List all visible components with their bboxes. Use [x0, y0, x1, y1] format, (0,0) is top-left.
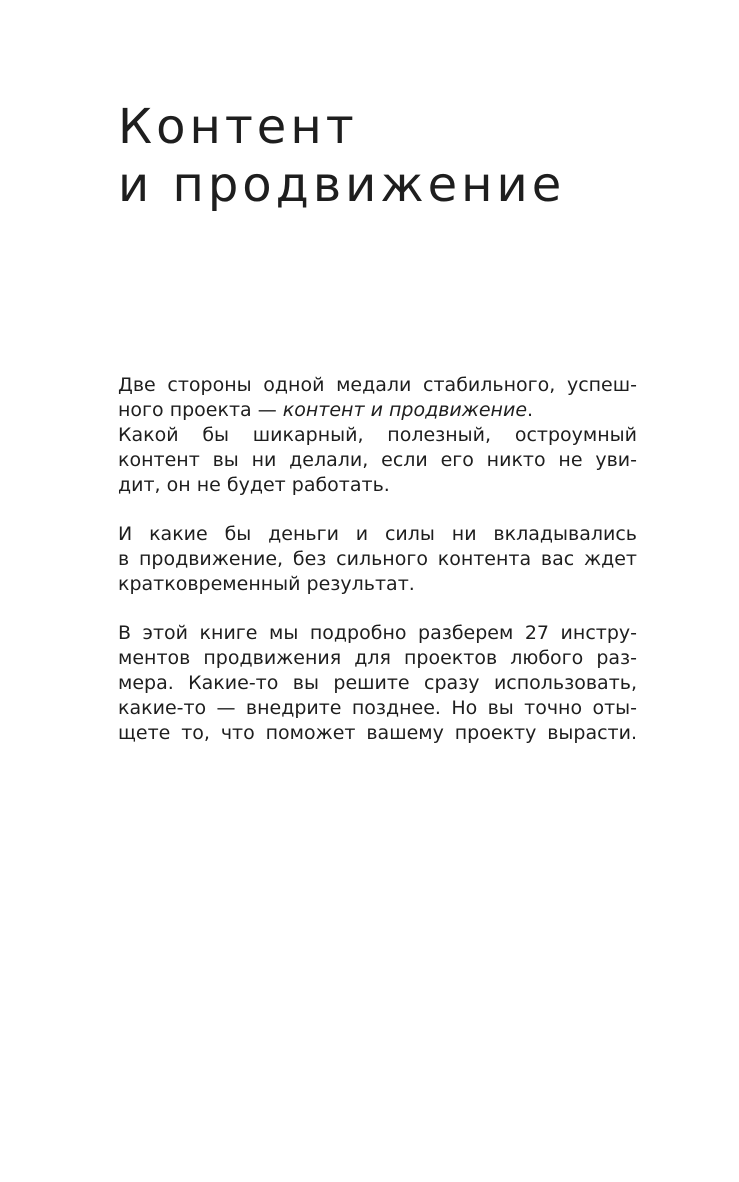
chapter-intro	[118, 373, 637, 770]
text-line: мера. Какие-то вы решите сразу использовать,	[118, 672, 637, 694]
emphasis-text: контент и продвижение	[282, 399, 528, 421]
chapter-title-line-2: и продвижение	[118, 157, 566, 213]
text-line-end: .	[527, 399, 534, 421]
text-line: контент вы ни делали, если его никто не уви-	[118, 449, 637, 471]
text-line: какие-то — внедрите позднее. Но вы точно оты-	[118, 697, 637, 719]
chapter-title	[118, 98, 658, 214]
chapter-title-line-1: Контент	[118, 99, 358, 155]
text-line: И какие бы деньги и силы ни вкладывались	[118, 523, 637, 545]
text-line: ментов продвижения для проектов любого раз-	[118, 647, 637, 669]
text-line: щете то, что поможет вашему проекту вырасти.	[118, 722, 637, 744]
paragraph-1	[118, 373, 637, 498]
text-line: Какой бы шикарный, полезный, остроумный	[118, 424, 637, 446]
text-line: в продвижение, без сильного контента вас ждет	[118, 548, 637, 570]
text-line: дит, он не будет работать.	[118, 474, 390, 496]
text-line: В этой книге мы подробно разберем 27 инстру-	[118, 622, 637, 644]
paragraph-2	[118, 522, 637, 597]
paragraph-3	[118, 621, 637, 746]
text-line: кратковременный результат.	[118, 573, 415, 595]
text-line: Две стороны одной медали стабильного, успеш-	[118, 374, 637, 396]
text-line-start: ного проекта —	[118, 399, 283, 421]
text-line	[118, 398, 637, 423]
